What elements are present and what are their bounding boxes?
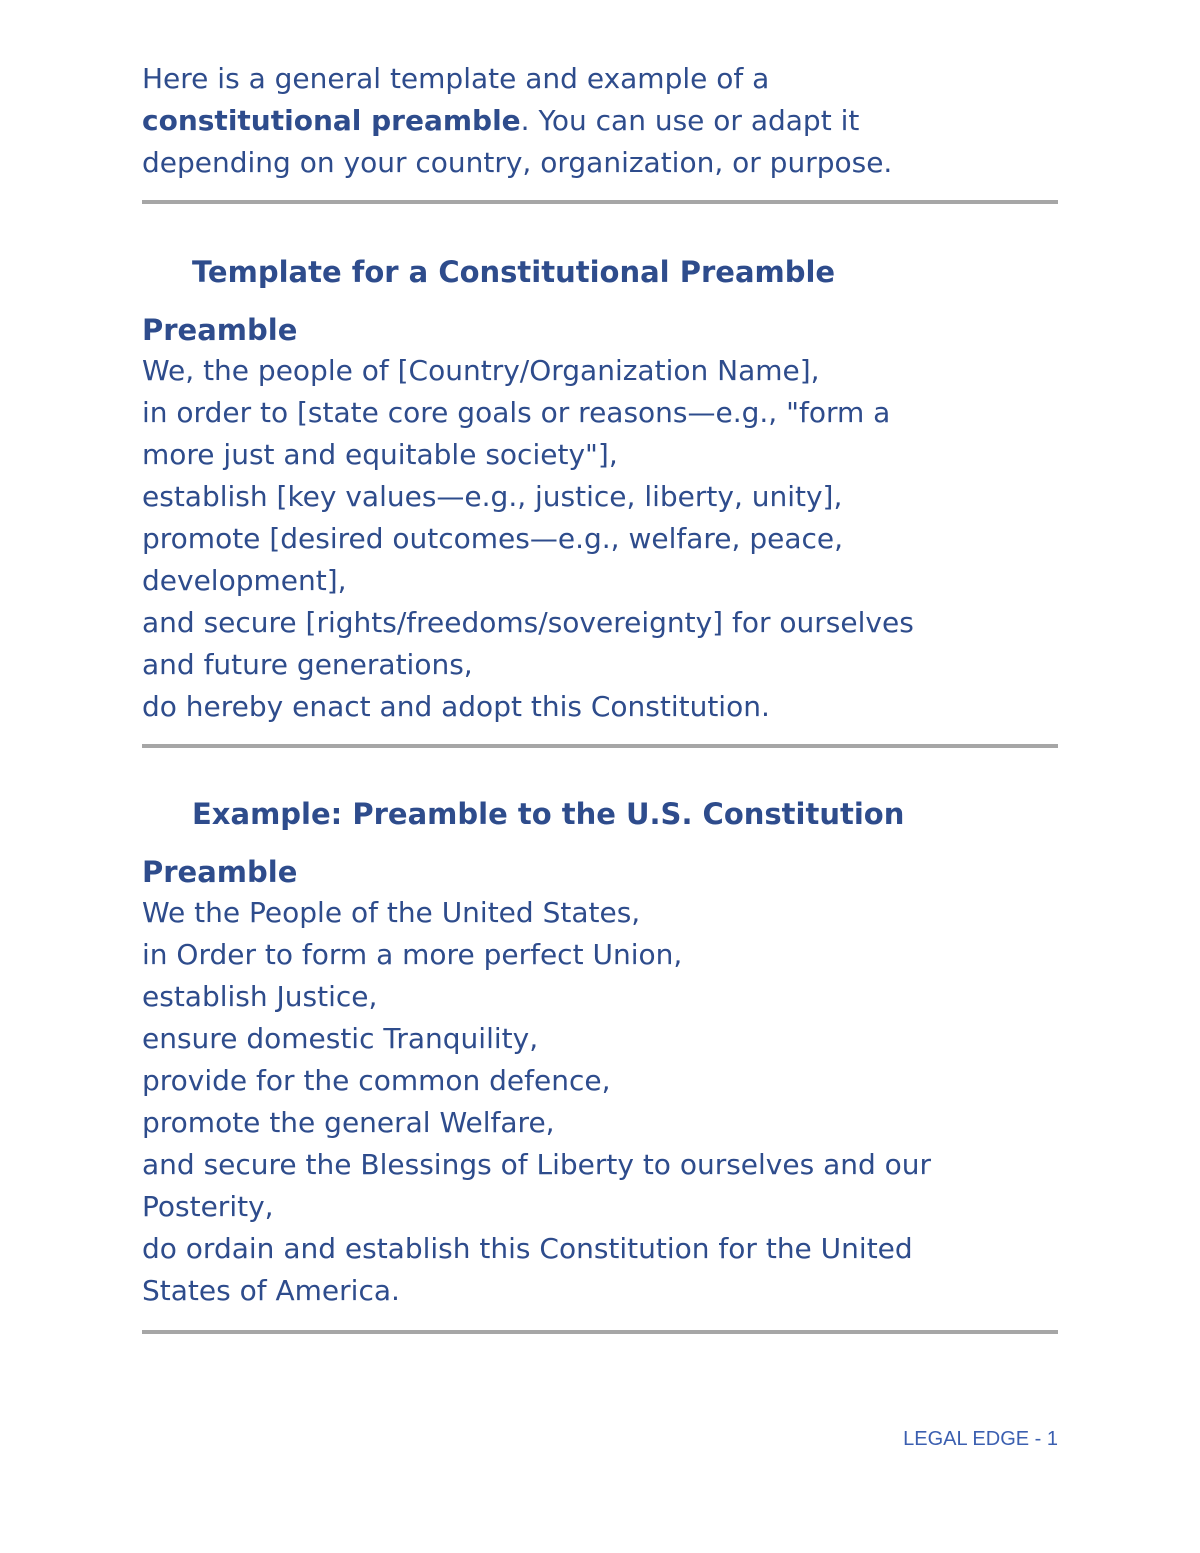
template-preamble-heading: Preamble: [142, 313, 298, 347]
example-line: ensure domestic Tranquility,: [142, 1022, 539, 1055]
intro-bold-term: constitutional preamble: [142, 104, 521, 137]
template-line: promote [desired outcomes—e.g., welfare, peace,: [142, 522, 843, 555]
template-line: in order to [state core goals or reasons—e.g., "form a: [142, 396, 891, 429]
intro-text-1: Here is a general template and example of a: [142, 62, 770, 95]
template-line: more just and equitable society"],: [142, 438, 618, 471]
divider: [142, 1330, 1058, 1334]
example-line: promote the general Welfare,: [142, 1106, 555, 1139]
template-line: development],: [142, 564, 347, 597]
template-line: do hereby enact and adopt this Constitution.: [142, 690, 770, 723]
intro-paragraph: [142, 58, 1058, 184]
template-section-title: Template for a Constitutional Preamble: [192, 255, 836, 289]
example-line: States of America.: [142, 1274, 400, 1307]
page-footer: LEGAL EDGE - 1: [903, 1428, 1058, 1450]
intro-text-2: . You can use or adapt it: [520, 104, 860, 137]
template-line: establish [key values—e.g., justice, liberty, unity],: [142, 480, 843, 513]
template-preamble-body: [142, 350, 1058, 728]
template-line: and future generations,: [142, 648, 473, 681]
example-line: We the People of the United States,: [142, 896, 641, 929]
example-line: Posterity,: [142, 1190, 274, 1223]
example-line: and secure the Blessings of Liberty to ourselves and our: [142, 1148, 932, 1181]
template-line: We, the people of [Country/Organization Name],: [142, 354, 820, 387]
example-line: do ordain and establish this Constitution for the United: [142, 1232, 913, 1265]
example-section-title: Example: Preamble to the U.S. Constitution: [192, 797, 905, 831]
document-page: [142, 58, 1058, 1334]
intro-text-3: depending on your country, organization, or purpose.: [142, 146, 893, 179]
example-line: in Order to form a more perfect Union,: [142, 938, 683, 971]
example-preamble-body: [142, 892, 1058, 1312]
example-preamble-heading: Preamble: [142, 855, 298, 889]
divider: [142, 744, 1058, 748]
example-line: provide for the common defence,: [142, 1064, 611, 1097]
example-line: establish Justice,: [142, 980, 378, 1013]
divider: [142, 200, 1058, 204]
template-line: and secure [rights/freedoms/sovereignty] for ourselves: [142, 606, 914, 639]
